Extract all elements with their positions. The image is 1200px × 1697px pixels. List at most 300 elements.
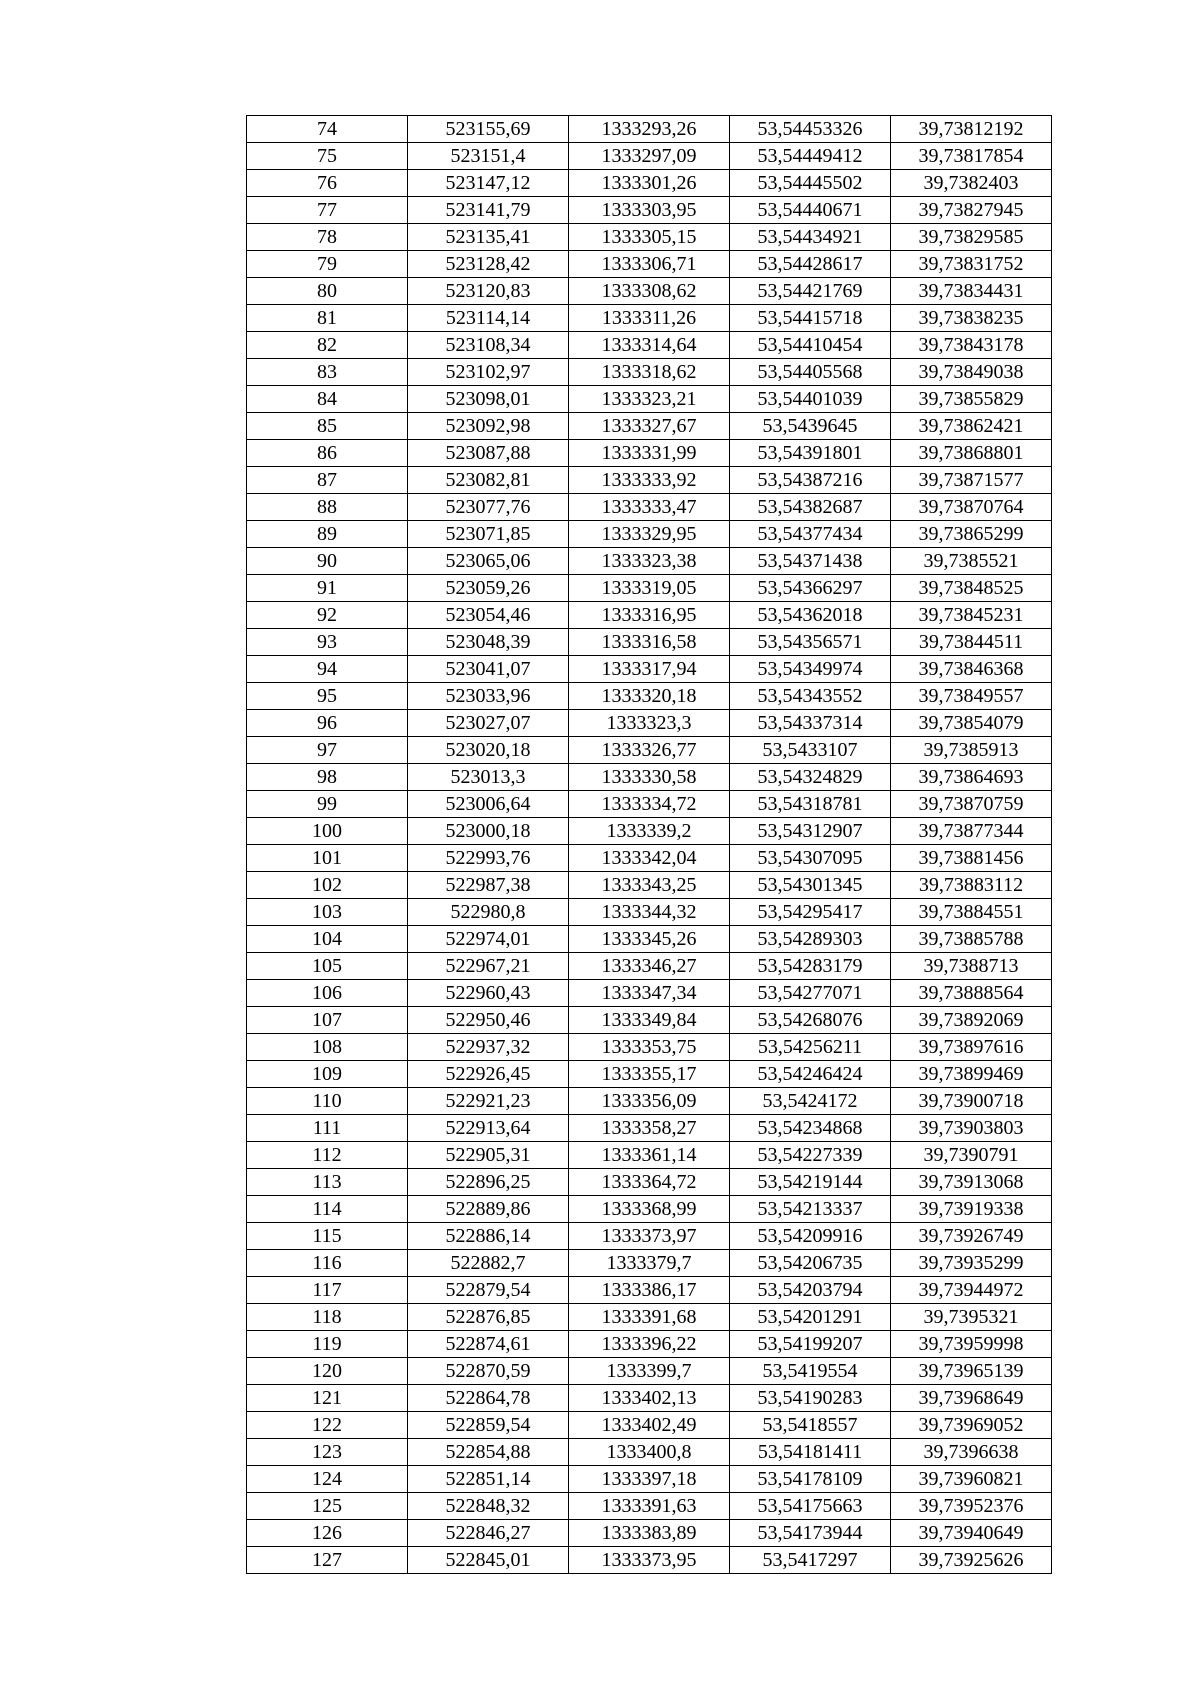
table-row <box>247 629 1052 656</box>
latitude-cell: 53,54219144 <box>730 1169 891 1196</box>
x-coordinate-cell: 523020,18 <box>408 737 569 764</box>
y-coordinate-cell: 1333323,38 <box>569 548 730 575</box>
latitude-cell: 53,54349974 <box>730 656 891 683</box>
table-row <box>247 602 1052 629</box>
point-number-cell: 91 <box>247 575 408 602</box>
table-row <box>247 1169 1052 1196</box>
table-row <box>247 764 1052 791</box>
x-coordinate-cell: 523102,97 <box>408 359 569 386</box>
y-coordinate-cell: 1333339,2 <box>569 818 730 845</box>
y-coordinate-cell: 1333391,63 <box>569 1493 730 1520</box>
y-coordinate-cell: 1333318,62 <box>569 359 730 386</box>
longitude-cell: 39,73812192 <box>891 116 1052 143</box>
x-coordinate-cell: 522845,01 <box>408 1547 569 1574</box>
latitude-cell: 53,54209916 <box>730 1223 891 1250</box>
point-number-cell: 80 <box>247 278 408 305</box>
point-number-cell: 94 <box>247 656 408 683</box>
x-coordinate-cell: 522896,25 <box>408 1169 569 1196</box>
latitude-cell: 53,54277071 <box>730 980 891 1007</box>
point-number-cell: 90 <box>247 548 408 575</box>
x-coordinate-cell: 523098,01 <box>408 386 569 413</box>
point-number-cell: 96 <box>247 710 408 737</box>
longitude-cell: 39,73900718 <box>891 1088 1052 1115</box>
y-coordinate-cell: 1333301,26 <box>569 170 730 197</box>
table-row <box>247 737 1052 764</box>
latitude-cell: 53,54307095 <box>730 845 891 872</box>
latitude-cell: 53,54289303 <box>730 926 891 953</box>
x-coordinate-cell: 523092,98 <box>408 413 569 440</box>
point-number-cell: 124 <box>247 1466 408 1493</box>
point-number-cell: 75 <box>247 143 408 170</box>
x-coordinate-cell: 522987,38 <box>408 872 569 899</box>
point-number-cell: 107 <box>247 1007 408 1034</box>
longitude-cell: 39,73969052 <box>891 1412 1052 1439</box>
table-row <box>247 1466 1052 1493</box>
x-coordinate-cell: 523006,64 <box>408 791 569 818</box>
longitude-cell: 39,73881456 <box>891 845 1052 872</box>
x-coordinate-cell: 523135,41 <box>408 224 569 251</box>
longitude-cell: 39,73829585 <box>891 224 1052 251</box>
y-coordinate-cell: 1333347,34 <box>569 980 730 1007</box>
latitude-cell: 53,54366297 <box>730 575 891 602</box>
longitude-cell: 39,7385913 <box>891 737 1052 764</box>
longitude-cell: 39,73865299 <box>891 521 1052 548</box>
table-row <box>247 116 1052 143</box>
point-number-cell: 123 <box>247 1439 408 1466</box>
x-coordinate-cell: 523108,34 <box>408 332 569 359</box>
latitude-cell: 53,54301345 <box>730 872 891 899</box>
point-number-cell: 103 <box>247 899 408 926</box>
point-number-cell: 86 <box>247 440 408 467</box>
longitude-cell: 39,73940649 <box>891 1520 1052 1547</box>
y-coordinate-cell: 1333343,25 <box>569 872 730 899</box>
longitude-cell: 39,73868801 <box>891 440 1052 467</box>
latitude-cell: 53,54268076 <box>730 1007 891 1034</box>
x-coordinate-cell: 523151,4 <box>408 143 569 170</box>
latitude-cell: 53,5419554 <box>730 1358 891 1385</box>
point-number-cell: 89 <box>247 521 408 548</box>
point-number-cell: 117 <box>247 1277 408 1304</box>
y-coordinate-cell: 1333358,27 <box>569 1115 730 1142</box>
latitude-cell: 53,54377434 <box>730 521 891 548</box>
longitude-cell: 39,73817854 <box>891 143 1052 170</box>
table-row <box>247 1547 1052 1574</box>
x-coordinate-cell: 523041,07 <box>408 656 569 683</box>
x-coordinate-cell: 523155,69 <box>408 116 569 143</box>
latitude-cell: 53,54175663 <box>730 1493 891 1520</box>
x-coordinate-cell: 523082,81 <box>408 467 569 494</box>
longitude-cell: 39,73944972 <box>891 1277 1052 1304</box>
table-row <box>247 980 1052 1007</box>
latitude-cell: 53,54190283 <box>730 1385 891 1412</box>
longitude-cell: 39,73849557 <box>891 683 1052 710</box>
latitude-cell: 53,54283179 <box>730 953 891 980</box>
table-row <box>247 1277 1052 1304</box>
y-coordinate-cell: 1333320,18 <box>569 683 730 710</box>
table-row <box>247 332 1052 359</box>
y-coordinate-cell: 1333316,58 <box>569 629 730 656</box>
table-row <box>247 143 1052 170</box>
table-row <box>247 1412 1052 1439</box>
x-coordinate-cell: 522874,61 <box>408 1331 569 1358</box>
point-number-cell: 92 <box>247 602 408 629</box>
longitude-cell: 39,73935299 <box>891 1250 1052 1277</box>
longitude-cell: 39,73903803 <box>891 1115 1052 1142</box>
longitude-cell: 39,73855829 <box>891 386 1052 413</box>
table-row <box>247 278 1052 305</box>
longitude-cell: 39,7382403 <box>891 170 1052 197</box>
longitude-cell: 39,73871577 <box>891 467 1052 494</box>
longitude-cell: 39,73848525 <box>891 575 1052 602</box>
x-coordinate-cell: 522876,85 <box>408 1304 569 1331</box>
point-number-cell: 127 <box>247 1547 408 1574</box>
longitude-cell: 39,73952376 <box>891 1493 1052 1520</box>
table-row <box>247 440 1052 467</box>
table-row <box>247 548 1052 575</box>
table-row <box>247 683 1052 710</box>
point-number-cell: 121 <box>247 1385 408 1412</box>
point-number-cell: 111 <box>247 1115 408 1142</box>
table-row <box>247 926 1052 953</box>
point-number-cell: 118 <box>247 1304 408 1331</box>
x-coordinate-cell: 523128,42 <box>408 251 569 278</box>
point-number-cell: 99 <box>247 791 408 818</box>
point-number-cell: 105 <box>247 953 408 980</box>
point-number-cell: 113 <box>247 1169 408 1196</box>
longitude-cell: 39,73959998 <box>891 1331 1052 1358</box>
longitude-cell: 39,7385521 <box>891 548 1052 575</box>
y-coordinate-cell: 1333399,7 <box>569 1358 730 1385</box>
point-number-cell: 98 <box>247 764 408 791</box>
point-number-cell: 85 <box>247 413 408 440</box>
table-row <box>247 251 1052 278</box>
y-coordinate-cell: 1333355,17 <box>569 1061 730 1088</box>
longitude-cell: 39,73844511 <box>891 629 1052 656</box>
longitude-cell: 39,73862421 <box>891 413 1052 440</box>
latitude-cell: 53,54199207 <box>730 1331 891 1358</box>
point-number-cell: 112 <box>247 1142 408 1169</box>
point-number-cell: 82 <box>247 332 408 359</box>
point-number-cell: 116 <box>247 1250 408 1277</box>
table-row <box>247 305 1052 332</box>
x-coordinate-cell: 522974,01 <box>408 926 569 953</box>
x-coordinate-cell: 523027,07 <box>408 710 569 737</box>
y-coordinate-cell: 1333308,62 <box>569 278 730 305</box>
longitude-cell: 39,7395321 <box>891 1304 1052 1331</box>
table-row <box>247 1061 1052 1088</box>
latitude-cell: 53,54445502 <box>730 170 891 197</box>
point-number-cell: 115 <box>247 1223 408 1250</box>
point-number-cell: 84 <box>247 386 408 413</box>
longitude-cell: 39,73919338 <box>891 1196 1052 1223</box>
table-row <box>247 359 1052 386</box>
latitude-cell: 53,54203794 <box>730 1277 891 1304</box>
latitude-cell: 53,5417297 <box>730 1547 891 1574</box>
x-coordinate-cell: 522913,64 <box>408 1115 569 1142</box>
y-coordinate-cell: 1333353,75 <box>569 1034 730 1061</box>
longitude-cell: 39,73843178 <box>891 332 1052 359</box>
y-coordinate-cell: 1333391,68 <box>569 1304 730 1331</box>
table-row <box>247 710 1052 737</box>
point-number-cell: 78 <box>247 224 408 251</box>
y-coordinate-cell: 1333373,97 <box>569 1223 730 1250</box>
latitude-cell: 53,54371438 <box>730 548 891 575</box>
x-coordinate-cell: 523141,79 <box>408 197 569 224</box>
point-number-cell: 104 <box>247 926 408 953</box>
latitude-cell: 53,54391801 <box>730 440 891 467</box>
point-number-cell: 125 <box>247 1493 408 1520</box>
x-coordinate-cell: 523048,39 <box>408 629 569 656</box>
point-number-cell: 88 <box>247 494 408 521</box>
longitude-cell: 39,73870759 <box>891 791 1052 818</box>
latitude-cell: 53,54440671 <box>730 197 891 224</box>
x-coordinate-cell: 522846,27 <box>408 1520 569 1547</box>
x-coordinate-cell: 523077,76 <box>408 494 569 521</box>
table-row <box>247 521 1052 548</box>
latitude-cell: 53,54173944 <box>730 1520 891 1547</box>
table-row <box>247 1385 1052 1412</box>
x-coordinate-cell: 522967,21 <box>408 953 569 980</box>
x-coordinate-cell: 523087,88 <box>408 440 569 467</box>
table-row <box>247 1007 1052 1034</box>
point-number-cell: 95 <box>247 683 408 710</box>
x-coordinate-cell: 522882,7 <box>408 1250 569 1277</box>
longitude-cell: 39,73913068 <box>891 1169 1052 1196</box>
y-coordinate-cell: 1333331,99 <box>569 440 730 467</box>
latitude-cell: 53,5418557 <box>730 1412 891 1439</box>
coordinates-table-body <box>247 116 1052 1574</box>
latitude-cell: 53,54415718 <box>730 305 891 332</box>
point-number-cell: 74 <box>247 116 408 143</box>
y-coordinate-cell: 1333400,8 <box>569 1439 730 1466</box>
x-coordinate-cell: 523059,26 <box>408 575 569 602</box>
latitude-cell: 53,5439645 <box>730 413 891 440</box>
table-row <box>247 656 1052 683</box>
x-coordinate-cell: 522851,14 <box>408 1466 569 1493</box>
latitude-cell: 53,54178109 <box>730 1466 891 1493</box>
x-coordinate-cell: 522886,14 <box>408 1223 569 1250</box>
y-coordinate-cell: 1333402,13 <box>569 1385 730 1412</box>
y-coordinate-cell: 1333297,09 <box>569 143 730 170</box>
x-coordinate-cell: 522870,59 <box>408 1358 569 1385</box>
y-coordinate-cell: 1333329,95 <box>569 521 730 548</box>
table-row <box>247 170 1052 197</box>
table-row <box>247 845 1052 872</box>
x-coordinate-cell: 522905,31 <box>408 1142 569 1169</box>
table-row <box>247 1115 1052 1142</box>
y-coordinate-cell: 1333314,64 <box>569 332 730 359</box>
point-number-cell: 120 <box>247 1358 408 1385</box>
table-row <box>247 791 1052 818</box>
x-coordinate-cell: 522993,76 <box>408 845 569 872</box>
point-number-cell: 79 <box>247 251 408 278</box>
y-coordinate-cell: 1333356,09 <box>569 1088 730 1115</box>
table-row <box>247 197 1052 224</box>
point-number-cell: 110 <box>247 1088 408 1115</box>
longitude-cell: 39,73892069 <box>891 1007 1052 1034</box>
table-row <box>247 467 1052 494</box>
x-coordinate-cell: 522950,46 <box>408 1007 569 1034</box>
latitude-cell: 53,54362018 <box>730 602 891 629</box>
y-coordinate-cell: 1333364,72 <box>569 1169 730 1196</box>
point-number-cell: 101 <box>247 845 408 872</box>
y-coordinate-cell: 1333368,99 <box>569 1196 730 1223</box>
x-coordinate-cell: 522854,88 <box>408 1439 569 1466</box>
table-row <box>247 1250 1052 1277</box>
x-coordinate-cell: 523120,83 <box>408 278 569 305</box>
table-row <box>247 1142 1052 1169</box>
longitude-cell: 39,73884551 <box>891 899 1052 926</box>
y-coordinate-cell: 1333334,72 <box>569 791 730 818</box>
y-coordinate-cell: 1333330,58 <box>569 764 730 791</box>
table-row <box>247 1088 1052 1115</box>
latitude-cell: 53,54318781 <box>730 791 891 818</box>
longitude-cell: 39,73897616 <box>891 1034 1052 1061</box>
table-row <box>247 1520 1052 1547</box>
point-number-cell: 81 <box>247 305 408 332</box>
x-coordinate-cell: 522889,86 <box>408 1196 569 1223</box>
latitude-cell: 53,54387216 <box>730 467 891 494</box>
table-row <box>247 413 1052 440</box>
table-row <box>247 872 1052 899</box>
x-coordinate-cell: 523065,06 <box>408 548 569 575</box>
latitude-cell: 53,54449412 <box>730 143 891 170</box>
longitude-cell: 39,73846368 <box>891 656 1052 683</box>
latitude-cell: 53,54295417 <box>730 899 891 926</box>
table-row <box>247 1331 1052 1358</box>
latitude-cell: 53,54312907 <box>730 818 891 845</box>
point-number-cell: 76 <box>247 170 408 197</box>
x-coordinate-cell: 523000,18 <box>408 818 569 845</box>
latitude-cell: 53,54337314 <box>730 710 891 737</box>
point-number-cell: 108 <box>247 1034 408 1061</box>
latitude-cell: 53,54343552 <box>730 683 891 710</box>
y-coordinate-cell: 1333342,04 <box>569 845 730 872</box>
longitude-cell: 39,73899469 <box>891 1061 1052 1088</box>
latitude-cell: 53,54181411 <box>730 1439 891 1466</box>
y-coordinate-cell: 1333323,3 <box>569 710 730 737</box>
longitude-cell: 39,73845231 <box>891 602 1052 629</box>
y-coordinate-cell: 1333305,15 <box>569 224 730 251</box>
x-coordinate-cell: 523033,96 <box>408 683 569 710</box>
latitude-cell: 53,54246424 <box>730 1061 891 1088</box>
table-row <box>247 1223 1052 1250</box>
y-coordinate-cell: 1333379,7 <box>569 1250 730 1277</box>
y-coordinate-cell: 1333323,21 <box>569 386 730 413</box>
y-coordinate-cell: 1333349,84 <box>569 1007 730 1034</box>
y-coordinate-cell: 1333333,47 <box>569 494 730 521</box>
point-number-cell: 83 <box>247 359 408 386</box>
table-row <box>247 494 1052 521</box>
coordinates-table <box>246 115 1052 1574</box>
point-number-cell: 126 <box>247 1520 408 1547</box>
longitude-cell: 39,73834431 <box>891 278 1052 305</box>
x-coordinate-cell: 522960,43 <box>408 980 569 1007</box>
latitude-cell: 53,54453326 <box>730 116 891 143</box>
y-coordinate-cell: 1333306,71 <box>569 251 730 278</box>
y-coordinate-cell: 1333311,26 <box>569 305 730 332</box>
table-row <box>247 1196 1052 1223</box>
longitude-cell: 39,73854079 <box>891 710 1052 737</box>
table-row <box>247 386 1052 413</box>
latitude-cell: 53,54410454 <box>730 332 891 359</box>
x-coordinate-cell: 522879,54 <box>408 1277 569 1304</box>
table-row <box>247 953 1052 980</box>
y-coordinate-cell: 1333361,14 <box>569 1142 730 1169</box>
x-coordinate-cell: 523114,14 <box>408 305 569 332</box>
table-row <box>247 224 1052 251</box>
latitude-cell: 53,5424172 <box>730 1088 891 1115</box>
x-coordinate-cell: 522859,54 <box>408 1412 569 1439</box>
latitude-cell: 53,54324829 <box>730 764 891 791</box>
x-coordinate-cell: 523054,46 <box>408 602 569 629</box>
y-coordinate-cell: 1333345,26 <box>569 926 730 953</box>
y-coordinate-cell: 1333327,67 <box>569 413 730 440</box>
table-row <box>247 1034 1052 1061</box>
point-number-cell: 102 <box>247 872 408 899</box>
longitude-cell: 39,73888564 <box>891 980 1052 1007</box>
y-coordinate-cell: 1333402,49 <box>569 1412 730 1439</box>
longitude-cell: 39,73926749 <box>891 1223 1052 1250</box>
latitude-cell: 53,54201291 <box>730 1304 891 1331</box>
latitude-cell: 53,54428617 <box>730 251 891 278</box>
longitude-cell: 39,73965139 <box>891 1358 1052 1385</box>
longitude-cell: 39,73831752 <box>891 251 1052 278</box>
point-number-cell: 109 <box>247 1061 408 1088</box>
point-number-cell: 119 <box>247 1331 408 1358</box>
table-row <box>247 1304 1052 1331</box>
x-coordinate-cell: 522926,45 <box>408 1061 569 1088</box>
latitude-cell: 53,54256211 <box>730 1034 891 1061</box>
x-coordinate-cell: 523071,85 <box>408 521 569 548</box>
table-row <box>247 1358 1052 1385</box>
y-coordinate-cell: 1333344,32 <box>569 899 730 926</box>
latitude-cell: 53,54401039 <box>730 386 891 413</box>
y-coordinate-cell: 1333316,95 <box>569 602 730 629</box>
y-coordinate-cell: 1333373,95 <box>569 1547 730 1574</box>
y-coordinate-cell: 1333319,05 <box>569 575 730 602</box>
x-coordinate-cell: 523013,3 <box>408 764 569 791</box>
y-coordinate-cell: 1333397,18 <box>569 1466 730 1493</box>
y-coordinate-cell: 1333303,95 <box>569 197 730 224</box>
table-row <box>247 1439 1052 1466</box>
latitude-cell: 53,54227339 <box>730 1142 891 1169</box>
latitude-cell: 53,54206735 <box>730 1250 891 1277</box>
y-coordinate-cell: 1333346,27 <box>569 953 730 980</box>
longitude-cell: 39,73877344 <box>891 818 1052 845</box>
latitude-cell: 53,5433107 <box>730 737 891 764</box>
longitude-cell: 39,7388713 <box>891 953 1052 980</box>
longitude-cell: 39,73827945 <box>891 197 1052 224</box>
latitude-cell: 53,54213337 <box>730 1196 891 1223</box>
longitude-cell: 39,7396638 <box>891 1439 1052 1466</box>
y-coordinate-cell: 1333383,89 <box>569 1520 730 1547</box>
latitude-cell: 53,54434921 <box>730 224 891 251</box>
latitude-cell: 53,54234868 <box>730 1115 891 1142</box>
y-coordinate-cell: 1333386,17 <box>569 1277 730 1304</box>
latitude-cell: 53,54405568 <box>730 359 891 386</box>
longitude-cell: 39,73838235 <box>891 305 1052 332</box>
x-coordinate-cell: 522937,32 <box>408 1034 569 1061</box>
y-coordinate-cell: 1333396,22 <box>569 1331 730 1358</box>
x-coordinate-cell: 522864,78 <box>408 1385 569 1412</box>
point-number-cell: 77 <box>247 197 408 224</box>
longitude-cell: 39,73864693 <box>891 764 1052 791</box>
latitude-cell: 53,54356571 <box>730 629 891 656</box>
longitude-cell: 39,73968649 <box>891 1385 1052 1412</box>
x-coordinate-cell: 523147,12 <box>408 170 569 197</box>
point-number-cell: 97 <box>247 737 408 764</box>
